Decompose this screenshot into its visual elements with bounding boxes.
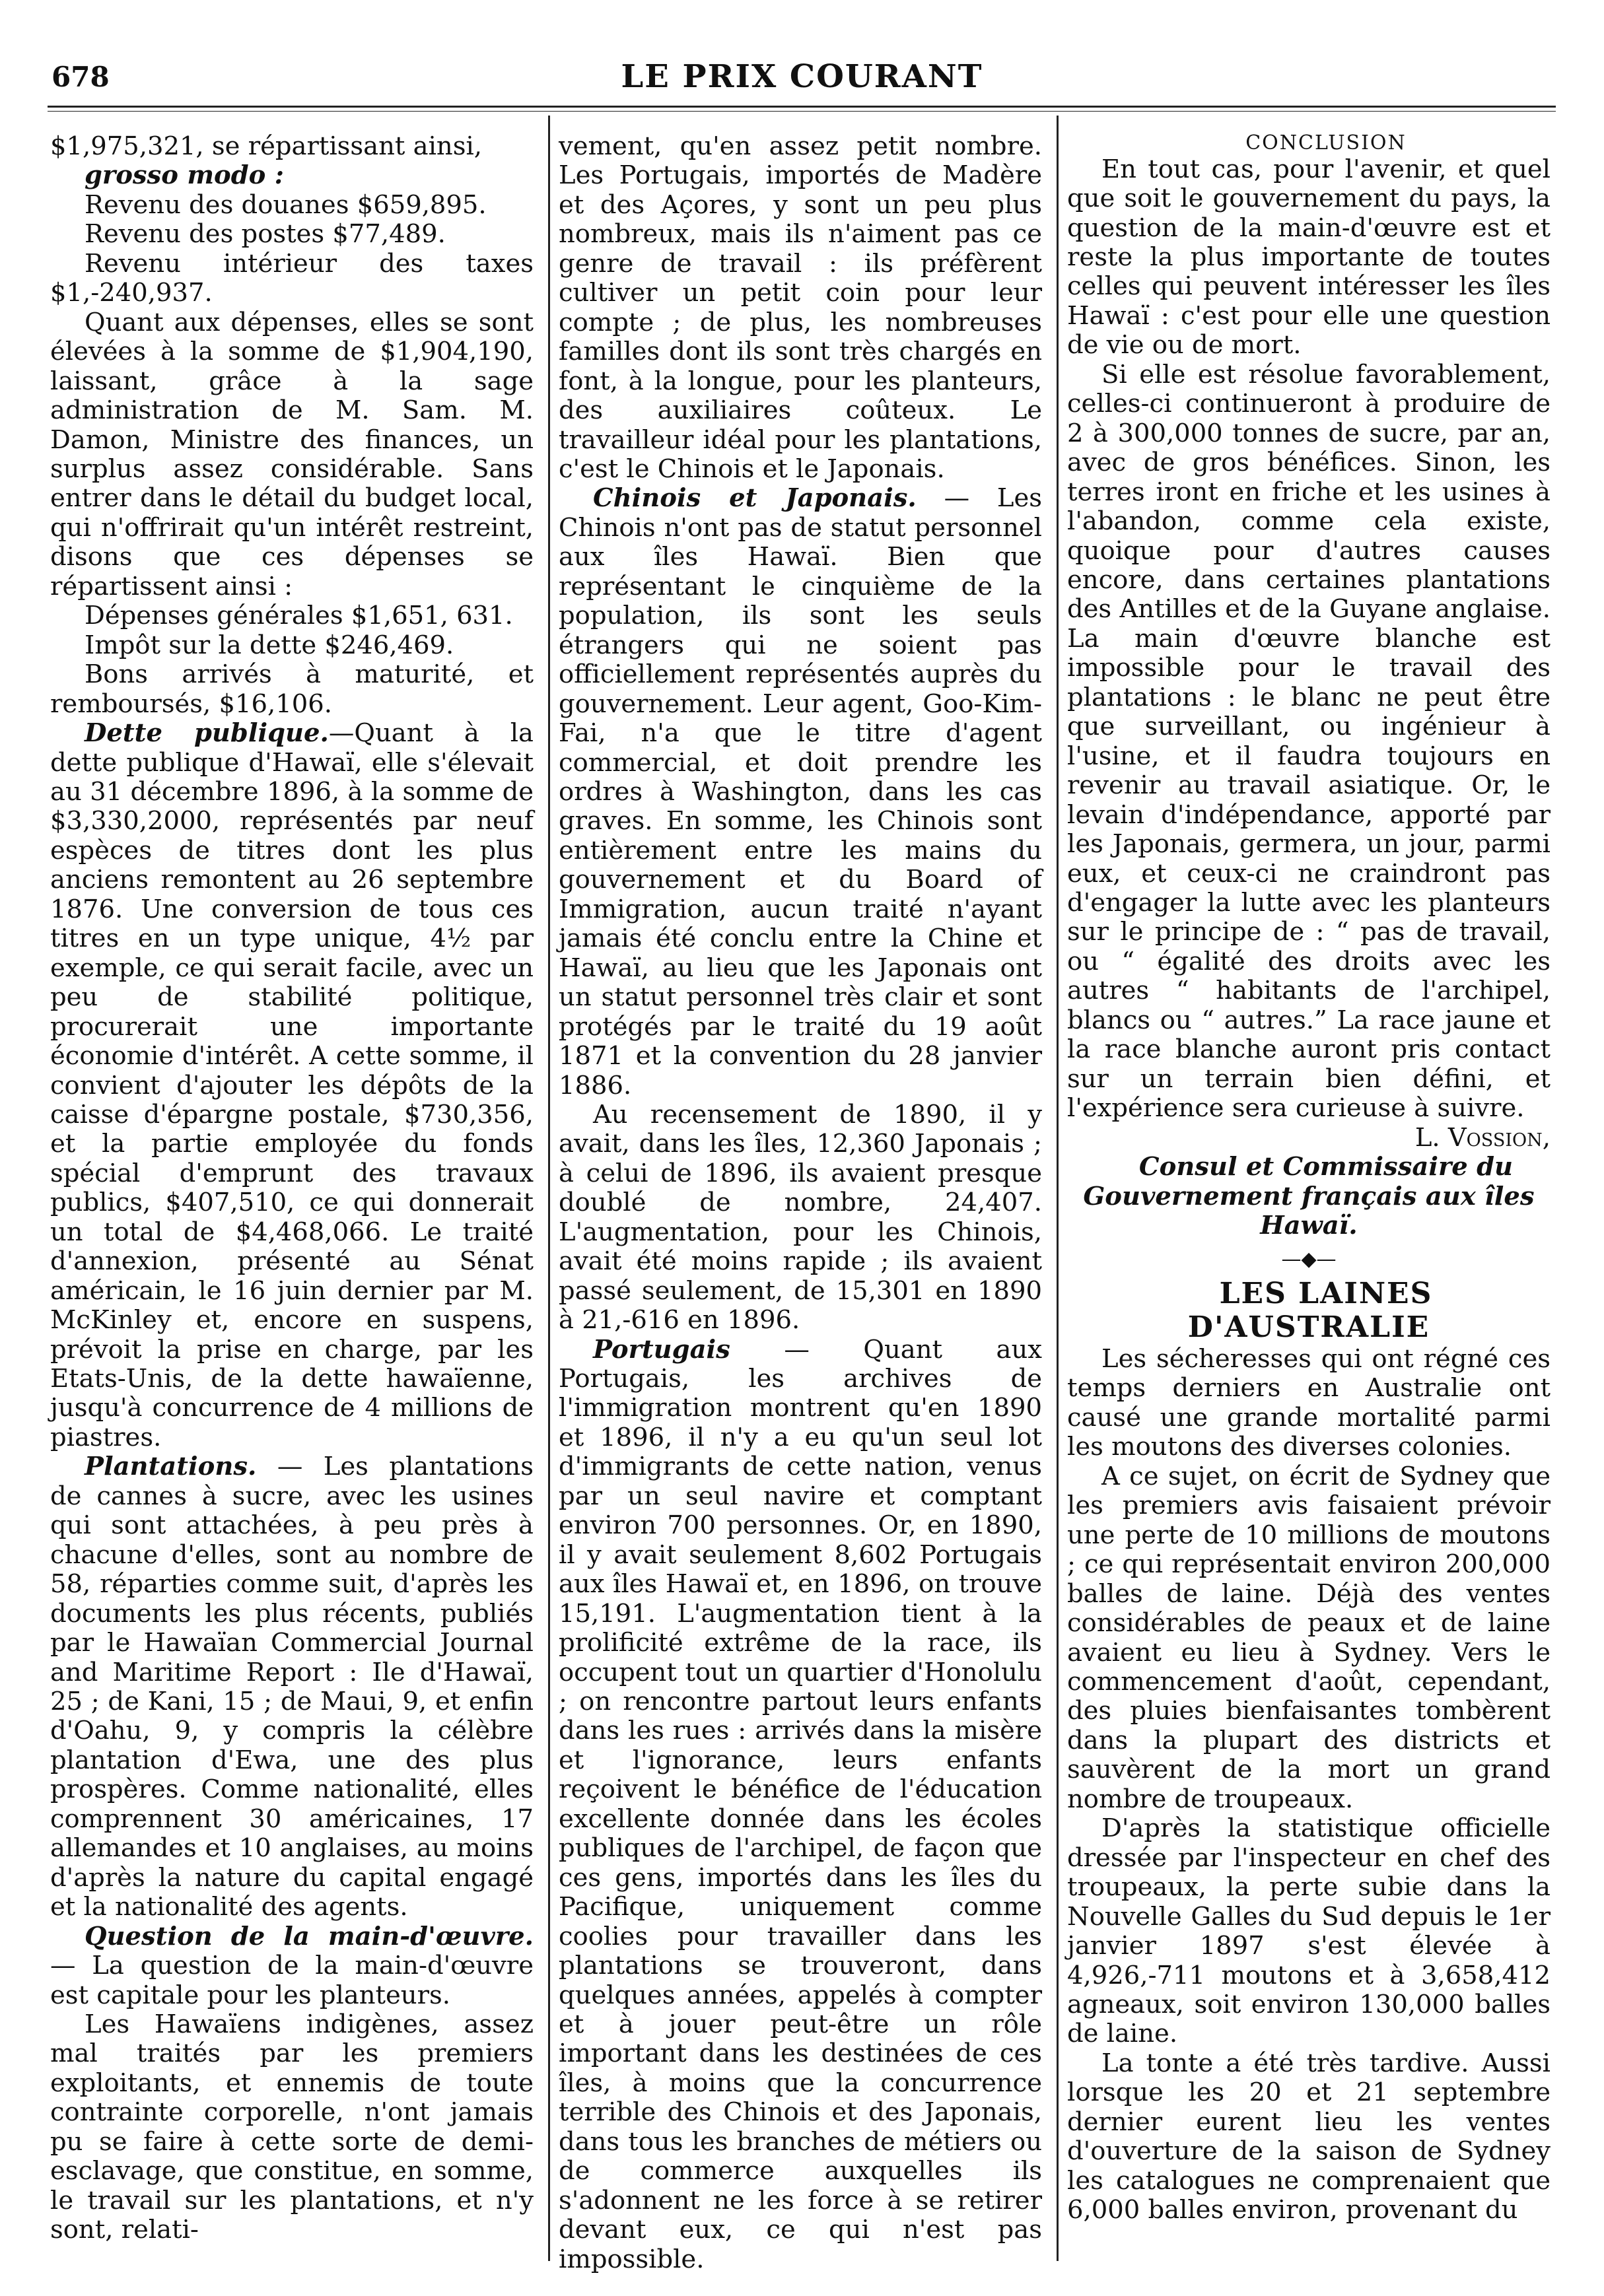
paragraph — [1067, 1814, 1551, 2049]
paragraph-text: Bons arrivés à maturité, et remboursés, $16,106. — [50, 659, 534, 719]
paragraph-lead: Plantations. — [85, 1452, 257, 1482]
paragraph — [50, 1922, 534, 2010]
paragraph — [1067, 1462, 1551, 1814]
left-column — [50, 132, 534, 2258]
conclusion-text — [1067, 155, 1551, 1124]
paragraph-text: D'après la statistique officielle dressée par l'inspecteur en chef des troupeaux, la perte subie dans la Nouvelle Galles du Sud depuis le 1er janvier 1897 s'est élevée à 4,926,-711 moutons et à 3,658,412 agneaux, soit environ 130,000 balles de laine. — [1067, 1813, 1551, 2049]
paragraph — [1067, 155, 1551, 360]
paragraph-text: Impôt sur la dette $246,469. — [85, 630, 454, 660]
signature: L. Vossion, — [1414, 1122, 1551, 1153]
paragraph — [50, 660, 534, 719]
paragraph-text: vement, qu'en assez petit nombre. Les Portugais, importés de Madère et des Açores, y sont un peu plus nombreux, mais ils n'aiment pas ce genre de travail : ils préfèrent cultiver un petit coin pour leur compte ; de plus, les nombreuses familles dont ils sont très chargés en font, à la longue, pour les planteurs, des auxiliaires coûteux. Le travailleur idéal pour les plantations, c'est le Chinois et le Japonais. — [559, 131, 1042, 484]
article-text — [1067, 1345, 1551, 2225]
paragraph-text: $1,975,321, se répartissant ainsi, — [50, 131, 483, 161]
page-number: 678 — [52, 61, 110, 93]
paragraph — [559, 1335, 1042, 2275]
header-rule-thin — [48, 111, 1556, 112]
paragraph-text: —Quant à la dette publique d'Hawaï, elle s'élevait au 31 décembre 1896, à la somme de $3,330,2000, représentés par neuf espèces de titres dont les plus anciens remontent au 26 septembre 1876. Une conversion de tous ces titres en un type unique, 4½ par exemple, ce qui serait facile, avec un peu de stabilité politique, procurerait une importante économie d'intérêt. A cette somme, il convient d'ajouter les dépôts de la caisse d'épargne postale, $730,356, et la partie employée du fonds spécial d'emprunt des travaux publics, $407,510, ce qui donnerait un total de $4,468,066. Le traité d'annexion, présenté au Sénat américain, le 16 juin dernier par M. McKinley et, encore en suspens, prévoit la prise en charge, par les Etats-Unis, de la dette hawaïenne, jusqu'à concurrence de 4 millions de piastres. — [50, 718, 534, 1452]
paragraph-text: — Quant aux Portugais, les archives de l'immigration montrent qu'en 1890 et 1896, il n'y a eu qu'un seul lot d'immigrants de cette nation, venus par un seul navire et comptant environ 700 personnes. Or, en 1890, il y avait seulement 8,602 Portugais aux îles Hawaï et, en 1896, on trouve 15,191. L'augmentation tient à la prolificité extrême de la race, ils occupent tout un quartier d'Honolulu ; on rencontre partout leurs enfants dans les rues : arrivés dans la misère et l'ignorance, leurs enfants reçoivent le bénéfice de l'éducation excellente donnée dans les écoles publiques de l'archipel, de façon que ces gens, importés dans les îles du Pacifique, uniquement comme coolies pour travailler dans les plantations se trouveront, dans quelques années, appelés à compter et à jouer peut-être un rôle important dans les destinées de ces îles, à moins que la concurrence terrible des Chinois et des Japonais, dans tous les branches de métiers ou de commerce auxquelles ils s'adonnent ne les force à se retirer devant eux, ce qui n'est pas impossible. — [559, 1334, 1042, 2274]
article-title: LES LAINES D'AUSTRALIE — [1187, 1277, 1433, 1345]
paragraph-lead: Question de la main-d'œuvre. — [85, 1921, 534, 1951]
paragraph — [50, 2010, 534, 2245]
paragraph — [50, 161, 534, 190]
paragraph-text: Si elle est résolue favorablement, celles-ci continueront à produire de 2 à 300,000 tonnes de sucre, par an, avec de gros bénéfices. Sinon, les terres iront en friche et les usines à l'abandon, comme cela existe, quoique pour d'autres causes encore, dans certaines plantations des Antilles et de la Guyane anglaise. La main d'œuvre blanche est impossible pour le travail des plantations : le blanc ne peut être que surveillant, ou ingénieur à l'usine, et il faudra toujours en revenir au travail asiatique. Or, le levain d'indépendance, apporté par les Japonais, germera, un jour, parmi eux, et ceux-ci ne craindront pas d'engager la lutte avec les planteurs sur le principe de : “ pas de travail, ou “ égalité des droits avec les autres “ habitants de l'archipel, blancs ou “ autres.” La race jaune et la race blanche auront pris contact sur un terrain bien défini, et l'expérience sera curieuse à suivre. — [1067, 359, 1551, 1124]
signature-role: Consul et Commissaire du Gouvernement français aux îles Hawaï. — [1083, 1152, 1535, 1240]
paragraph — [1067, 1345, 1551, 1462]
paragraph — [50, 132, 534, 161]
paragraph-text: La tonte a été très tardive. Aussi lorsque les 20 et 21 septembre dernier eurent lieu les ventes d'ouverture de la saison de Sydney les catalogues ne comprenaient que 6,000 balles environ, provenant du — [1067, 2048, 1551, 2225]
paragraph — [559, 132, 1042, 484]
paragraph — [50, 631, 534, 660]
paragraph — [50, 191, 534, 220]
paragraph-text: Dépenses générales $1,651, 631. — [85, 601, 513, 631]
paragraph — [50, 220, 534, 249]
paragraph-text: — Les Chinois n'ont pas de statut personnel aux îles Hawaï. Bien que représentant le cinquième de la population, ils sont les seuls étrangers qui ne soient pas officiellement représentés auprès du gouvernement. Leur agent, Goo-Kim-Fai, n'a que le titre d'agent commercial, et doit prendre les ordres à Washington, dans les cas graves. En somme, les Chinois sont entièrement entre les mains du gouvernement et du Board of Immigration, aucun traité n'ayant jamais été conclu entre la Chine et Hawaï, au lieu que les Japonais ont un statut personnel très clair et sont protégés par le traité du 19 août 1871 et la convention du 28 janvier 1886. — [559, 483, 1042, 1100]
paragraph — [50, 308, 534, 602]
running-title: LE PRIX COURANT — [621, 58, 983, 95]
paragraph — [1067, 2049, 1551, 2225]
paragraph-text: Revenu des douanes $659,895. — [85, 189, 487, 220]
section-title-conclusion: CONCLUSION — [1245, 131, 1407, 154]
paragraph — [1067, 360, 1551, 1124]
paragraph-lead: grosso modo : — [85, 160, 284, 191]
paragraph — [559, 1100, 1042, 1335]
column-divider-right — [1057, 116, 1059, 2261]
header-rule — [48, 106, 1556, 108]
paragraph-text: Les Hawaïens indigènes, assez mal traités par les premiers exploitants, et ennemis de toute contrainte corporelle, n'ont jamais pu se faire à cette sorte de demi-esclavage, que constitue, en somme, le travail sur les plantations, et n'y sont, relati- — [50, 2009, 534, 2245]
paragraph — [50, 719, 534, 1452]
paragraph — [559, 484, 1042, 1100]
ornament-divider: —◆— — [1281, 1248, 1337, 1271]
paragraph-text: Quant aux dépenses, elles se sont élevées à la somme de $1,904,190, laissant, grâce à la sage administration de M. Sam. M. Damon, Ministre des finances, un surplus assez considérable. Sans entrer dans le détail du budget local, qui n'offrirait qu'un intérêt restreint, disons que ces dépenses se répartissent ainsi : — [50, 307, 534, 601]
middle-column — [559, 131, 1042, 2274]
paragraph-text: A ce sujet, on écrit de Sydney que les premiers avis faisaient prévoir une perte de 10 millions de moutons ; ce qui représentait environ 200,000 balles de laine. Déjà des ventes considérables de peaux et de laine avaient eu lieu à Sydney. Vers le commencement d'août, cependant, des pluies bienfaisantes tombèrent dans la plupart des districts et sauvèrent de la mort un grand nombre de troupeaux. — [1067, 1461, 1551, 1814]
paragraph-text: Revenu des postes $77,489. — [85, 219, 446, 250]
paragraph-lead: Portugais — [593, 1334, 730, 1365]
paragraph — [50, 250, 534, 308]
paragraph-text: Les sécheresses qui ont régné ces temps derniers en Australie ont causé une grande mortalité parmi les moutons des diverses colonies. — [1067, 1344, 1551, 1462]
paragraph-text: — La question de la main-d'œuvre est capitale pour les planteurs. — [50, 1951, 534, 2010]
paragraph — [50, 1452, 534, 1922]
paragraph-text: Revenu intérieur des taxes $1,-240,937. — [50, 248, 534, 308]
paragraph-lead: Chinois et Japonais. — [593, 483, 917, 514]
paragraph-text: — Les plantations de cannes à sucre, avec les usines qui sont attachées, à peu près à chacune d'elles, sont au nombre de 58, réparties comme suit, d'après les documents les plus récents, publiés par le Hawaïan Commercial Journal and Maritime Report : Ile d'Hawaï, 25 ; de Kani, 15 ; de Maui, 9, et enfin d'Oahu, 9, y compris la célèbre plantation d'Ewa, une des plus prospères. Comme nationalité, elles comprennent 30 américaines, 17 allemandes et 10 anglaises, au moins d'après la nature du capital engagé et la nationalité des agents. — [50, 1452, 534, 1922]
paragraph-text: Au recensement de 1890, il y avait, dans les îles, 12,360 Japonais ; à celui de 1896, ils avaient presque doublé de nombre, 24,407. L'augmentation, pour les Chinois, avait été moins rapide ; ils avaient passé seulement, de 15,301 en 1890 à 21,-616 en 1896. — [559, 1099, 1042, 1335]
right-column — [1067, 132, 1551, 2258]
paragraph — [50, 601, 534, 630]
paragraph-text: En tout cas, pour l'avenir, et quel que soit le gouvernement du pays, la question de la main-d'œuvre est et reste la plus importante de toutes celles qui peuvent intéresser les îles Hawaï : c'est pour elle une question de vie ou de mort. — [1067, 154, 1551, 360]
column-divider-left — [548, 116, 550, 2261]
paragraph-lead: Dette publique. — [85, 718, 329, 749]
